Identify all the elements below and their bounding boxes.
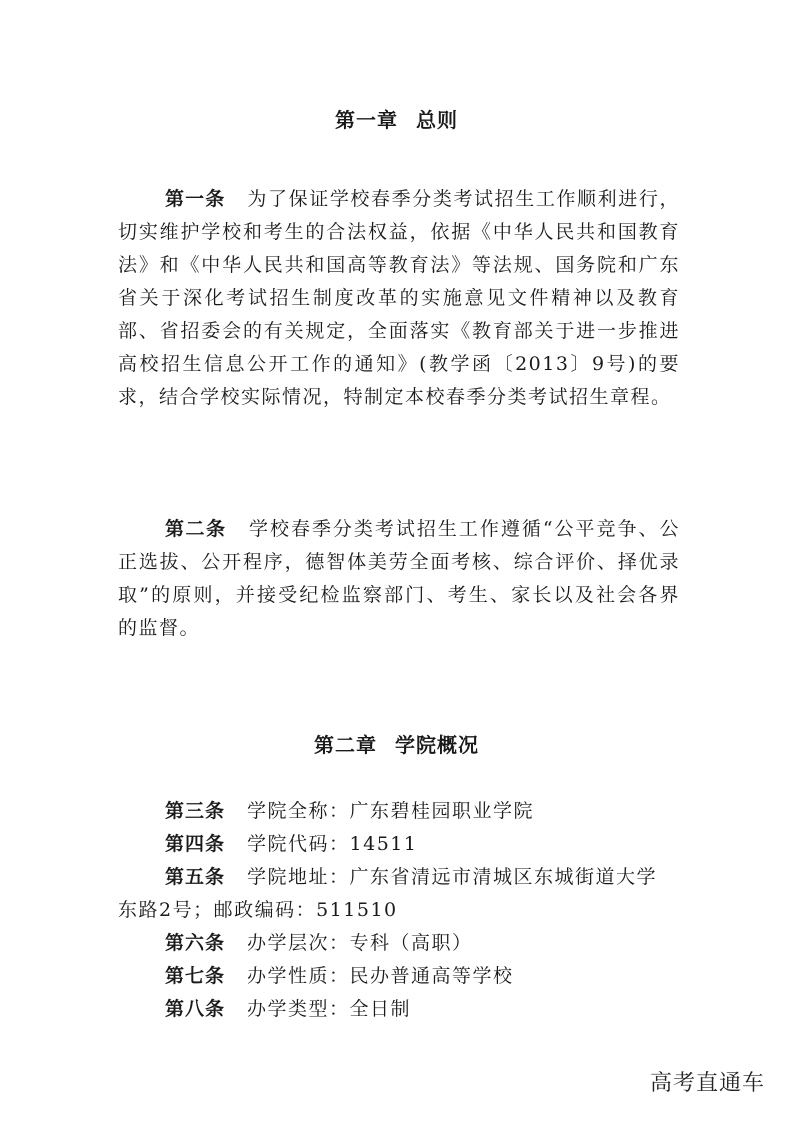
chapter-2-heading <box>0 729 793 758</box>
article-5-text: 学院地址：广东省清远市清城区东城街道大学 <box>247 866 658 888</box>
article-1-text: 为了保证学校春季分类考试招生工作顺利进行，切实维护学校和考生的合法权益，依据《中华人民共和国教育法》和《中华人民共和国高等教育法》等法规、国务院和广东省关于深化考试招生制度改革的实施意见文件精神以及教育部、省招委会的有关规定，全面落实《教育部关于进一步推进高校招生信息公开工作的通知》(教学函〔2013〕9号)的要求，结合学校实际情况，特制定本校春季分类考试招生章程。 <box>118 188 680 408</box>
article-8-text: 办学类型：全日制 <box>247 998 412 1020</box>
college-info-list <box>118 795 680 1026</box>
article-3 <box>118 795 680 828</box>
article-5-label: 第五条 <box>165 866 226 888</box>
chapter-1-title: 总则 <box>416 108 458 132</box>
article-8 <box>118 993 680 1026</box>
article-6 <box>118 927 680 960</box>
article-4 <box>118 828 680 861</box>
article-2-text: 学校春季分类考试招生工作遵循“公平竞争、公正选拔、公开程序，德智体美劳全面考核、综合评价、择优录取”的原则，并接受纪检监察部门、考生、家长以及社会各界的监督。 <box>118 518 680 639</box>
article-6-label: 第六条 <box>165 932 226 954</box>
article-2-label: 第二条 <box>165 518 227 540</box>
chapter-2-number: 第二章 <box>314 733 377 757</box>
watermark: 高考直通车 <box>649 1071 765 1096</box>
article-3-label: 第三条 <box>165 800 226 822</box>
article-7-text: 办学性质：民办普通高等学校 <box>247 965 514 987</box>
article-4-text: 学院代码：14511 <box>247 833 418 855</box>
article-7 <box>118 960 680 993</box>
article-4-label: 第四条 <box>165 833 226 855</box>
article-6-text: 办学层次：专科（高职） <box>247 932 473 954</box>
article-8-label: 第八条 <box>165 998 226 1020</box>
article-2 <box>118 513 680 645</box>
chapter-1-number: 第一章 <box>335 108 398 132</box>
article-1 <box>118 183 680 414</box>
article-5 <box>118 861 680 894</box>
article-5-continuation: 东路2号；邮政编码：511510 <box>118 899 398 921</box>
article-7-label: 第七条 <box>165 965 226 987</box>
article-1-label: 第一条 <box>165 188 226 210</box>
chapter-2-title: 学院概况 <box>395 733 479 757</box>
article-3-text: 学院全称：广东碧桂园职业学院 <box>247 800 535 822</box>
chapter-1-heading <box>0 104 793 133</box>
